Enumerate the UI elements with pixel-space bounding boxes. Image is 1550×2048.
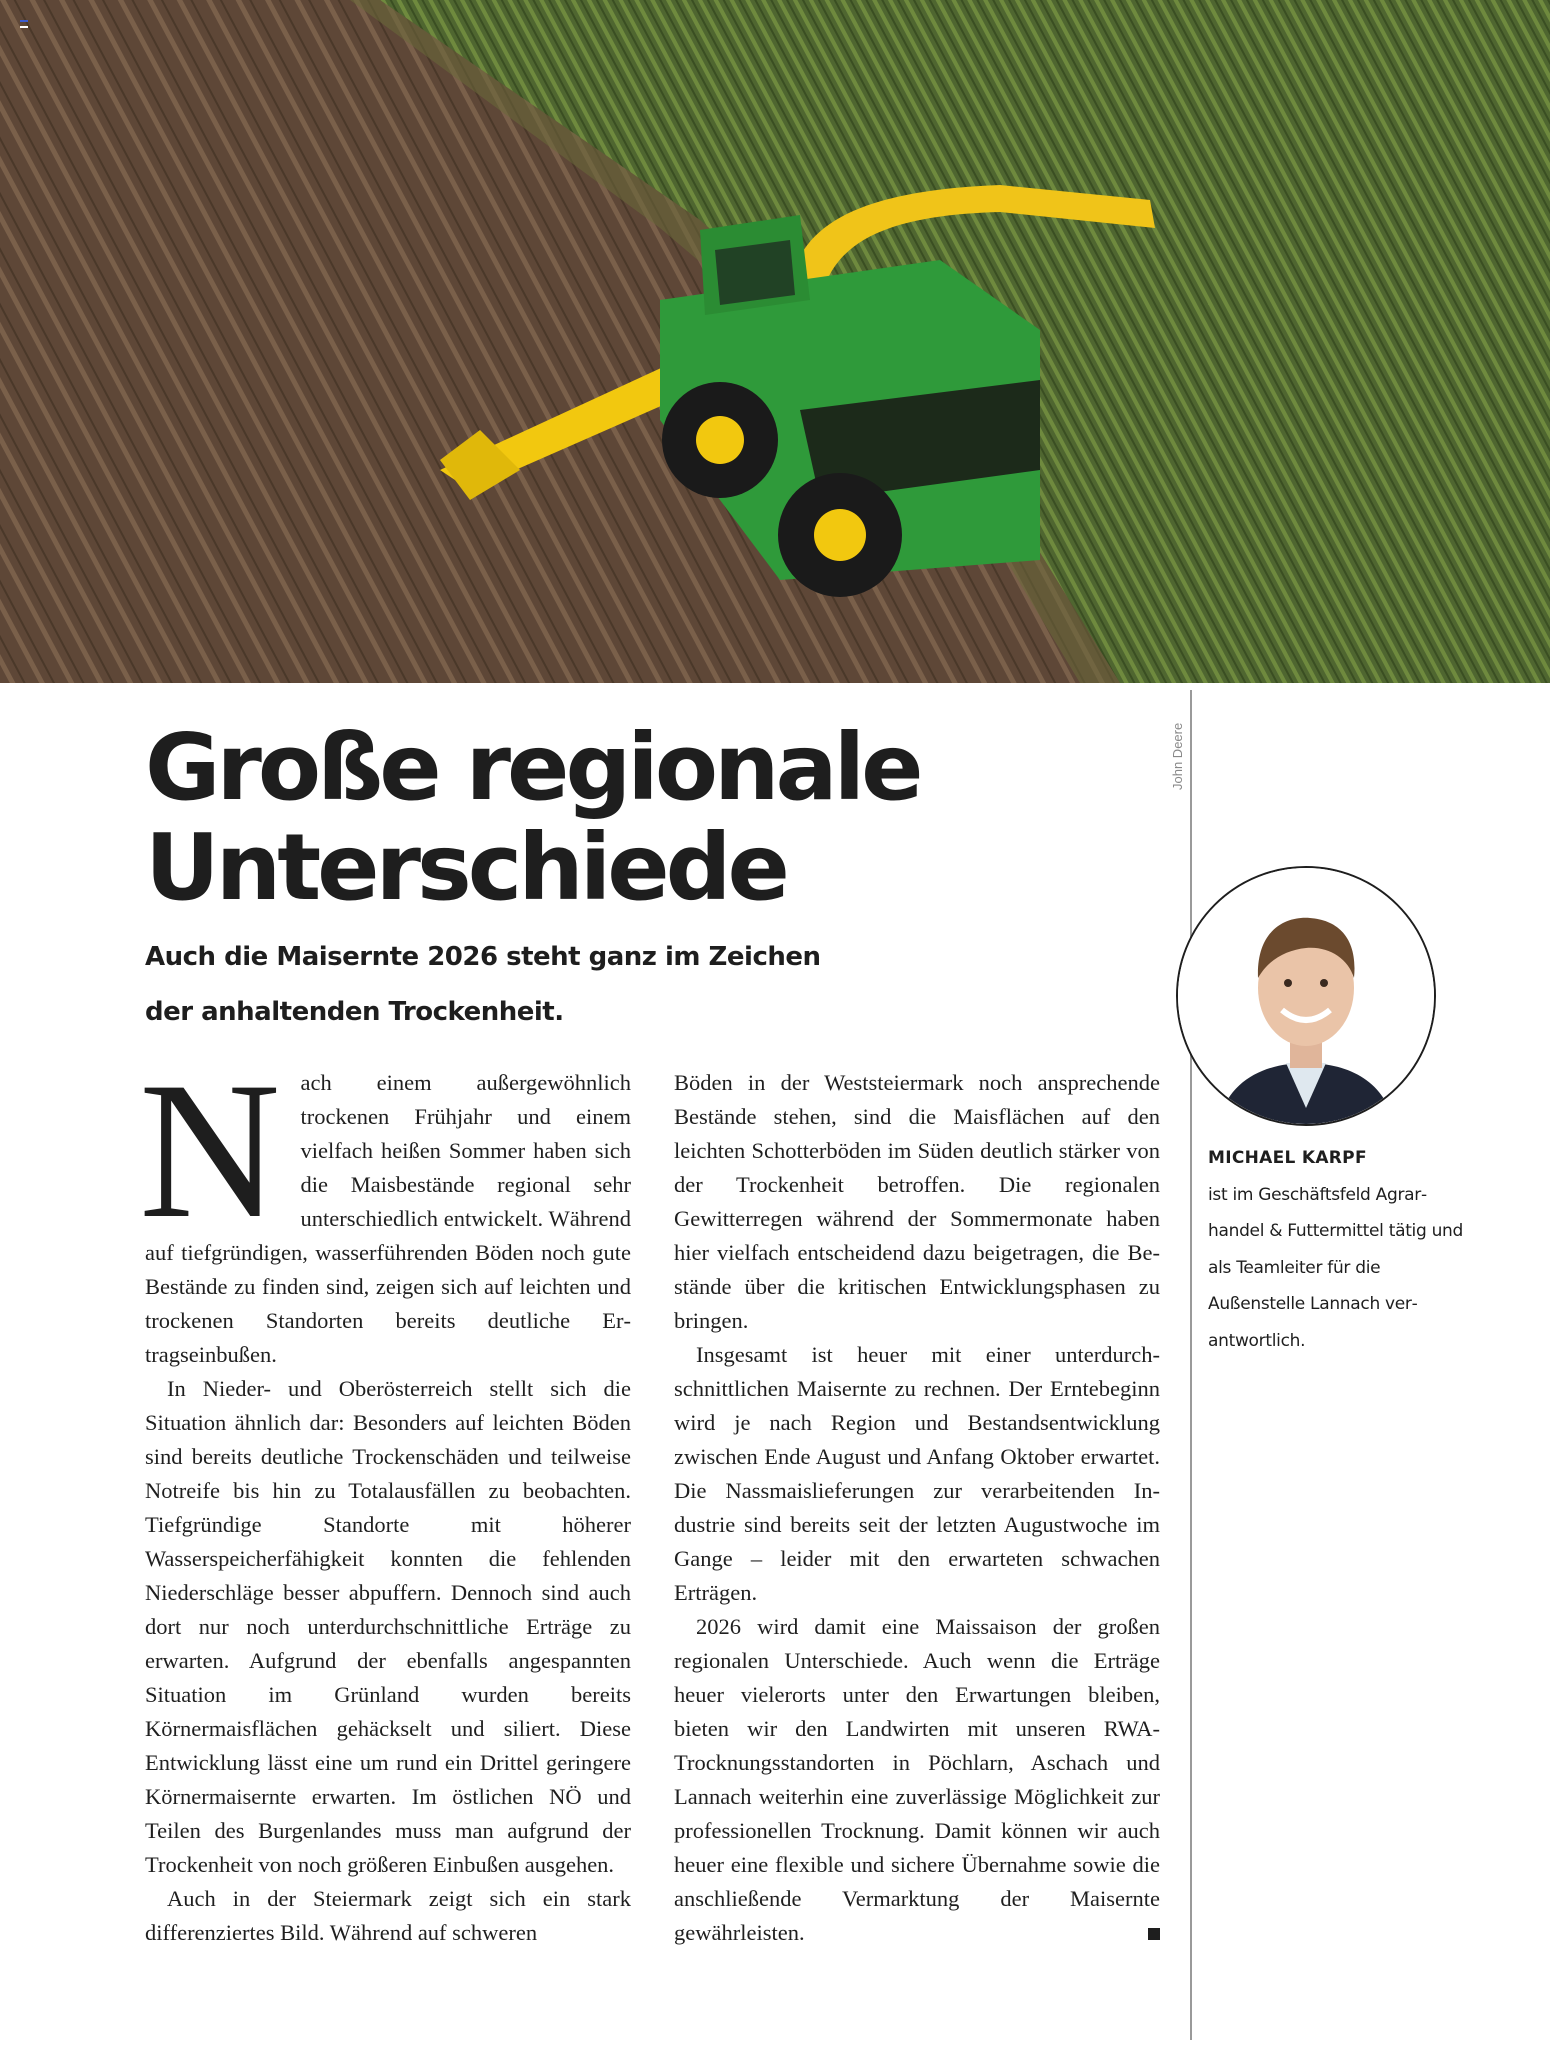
photo-credit: John Deere [1170, 722, 1185, 790]
title-line-1: Große regionale [145, 714, 920, 821]
title-line-2: Unterschiede [145, 814, 786, 921]
paragraph: Auch in der Steiermark zeigt sich ein stark differenziertes Bild. Während auf schweren [145, 1886, 631, 1945]
article-title [145, 714, 1145, 921]
paragraph-text: 2026 wird damit eine Maissaison der großen regionalen Unterschiede. Auch wenn die Erträge heuer vielerorts unter den Erwartungen bleiben, bieten wir den Landwirten mit unseren RWA-Trocknungsstandorten in Pöchlarn, Aschach und Lannach weiterhin eine zuverlässige Möglichkeit zur professionellen Trocknung. Damit können wir auch heuer eine flexible und sichere Übernahme sowie die anschließende Vermarktung der Maisernte gewährleisten. [674, 1614, 1160, 1945]
column-divider [1190, 690, 1192, 2040]
paragraph: In Nieder- und Oberösterreich stellt sich die Situation ähnlich dar: Besonders auf leichten Böden sind bereits deutliche Trockenschäden und teilweise Notreife bis hin zu Totalausfällen zu beobachten. Tiefgründige Standorte mit höherer Wasserspeicherfähigkeit konnten die fehlenden Niederschläge besser abpuffern. Dennoch sind auch dort nur noch unterdurchschnittliche Erträge zu erwarten. Aufgrund der ebenfalls angespannten Situation im Grünland wurden bereits Körnermaisflächen gehäckselt und siliert. Diese Entwicklung lässt eine um rund ein Drittel geringere Körnermaisernte erwarten. Im östlichen NÖ und Teilen des Burgenlandes muss man aufgrund der Trockenheit von noch größeren Einbußen ausgehen. [145, 1376, 631, 1877]
paragraph [139, 1042, 631, 1372]
author-bio: ist im Geschäftsfeld Agrarhandel & Futtermittel tätig und als Teamleiter für die Außenstelle Lannach verantwortlich. [1208, 1184, 1464, 1351]
harvester-illustration [0, 0, 1550, 683]
body-column-2 [674, 1066, 1160, 1950]
paragraph: Insgesamt ist heuer mit einer unterdurchschnittlichen Maisernte zu rechnen. Der Erntebeginn wird je nach Region und Bestandsentwicklung zwischen Ende August und Anfang Oktober erwartet. Die Nassmaislieferungen zur verarbeitenden Industrie sind bereits seit der letzten Augustwoche im Gange – leider mit den erwarteten schwachen Erträgen. [674, 1342, 1160, 1605]
end-of-article-icon [1148, 1928, 1160, 1940]
paragraph-text: ach einem außergewöhnlich trockenen Frühjahr und einem vielfach heißen Sommer haben sich die Maisbestände regional sehr unterschiedlich entwickelt. Während auf tiefgründigen, wasserführenden Böden noch gute Bestände zu finden sind, zeigen sich auf leichten und trockenen Standorten bereits deutliche Ertragseinbußen. [145, 1070, 631, 1367]
drop-cap: N [139, 1042, 281, 1259]
author-box [1208, 1140, 1468, 1359]
paragraph [674, 1610, 1160, 1950]
author-name: MICHAEL KARPF [1208, 1148, 1367, 1168]
page-marker-icon [20, 20, 28, 28]
article-subtitle: Auch die Maisernte 2026 steht ganz im Zeichen der anhaltenden Trockenheit. [145, 942, 821, 1027]
paragraph: Böden in der Weststeiermark noch ansprechende Bestände stehen, sind die Maisflächen auf den leichten Schotterböden im Süden deutlich stärker von der Trockenheit betroffen. Die regionalen Gewitterregen während der Sommermonate haben hier vielfach entscheidend dazu beigetragen, die Bestände über die kritischen Entwicklungsphasen zu bringen. [674, 1070, 1160, 1333]
body-column-1 [139, 1042, 631, 1950]
person-icon [1178, 868, 1434, 1124]
hero-photo [0, 0, 1550, 683]
author-portrait [1176, 866, 1436, 1126]
